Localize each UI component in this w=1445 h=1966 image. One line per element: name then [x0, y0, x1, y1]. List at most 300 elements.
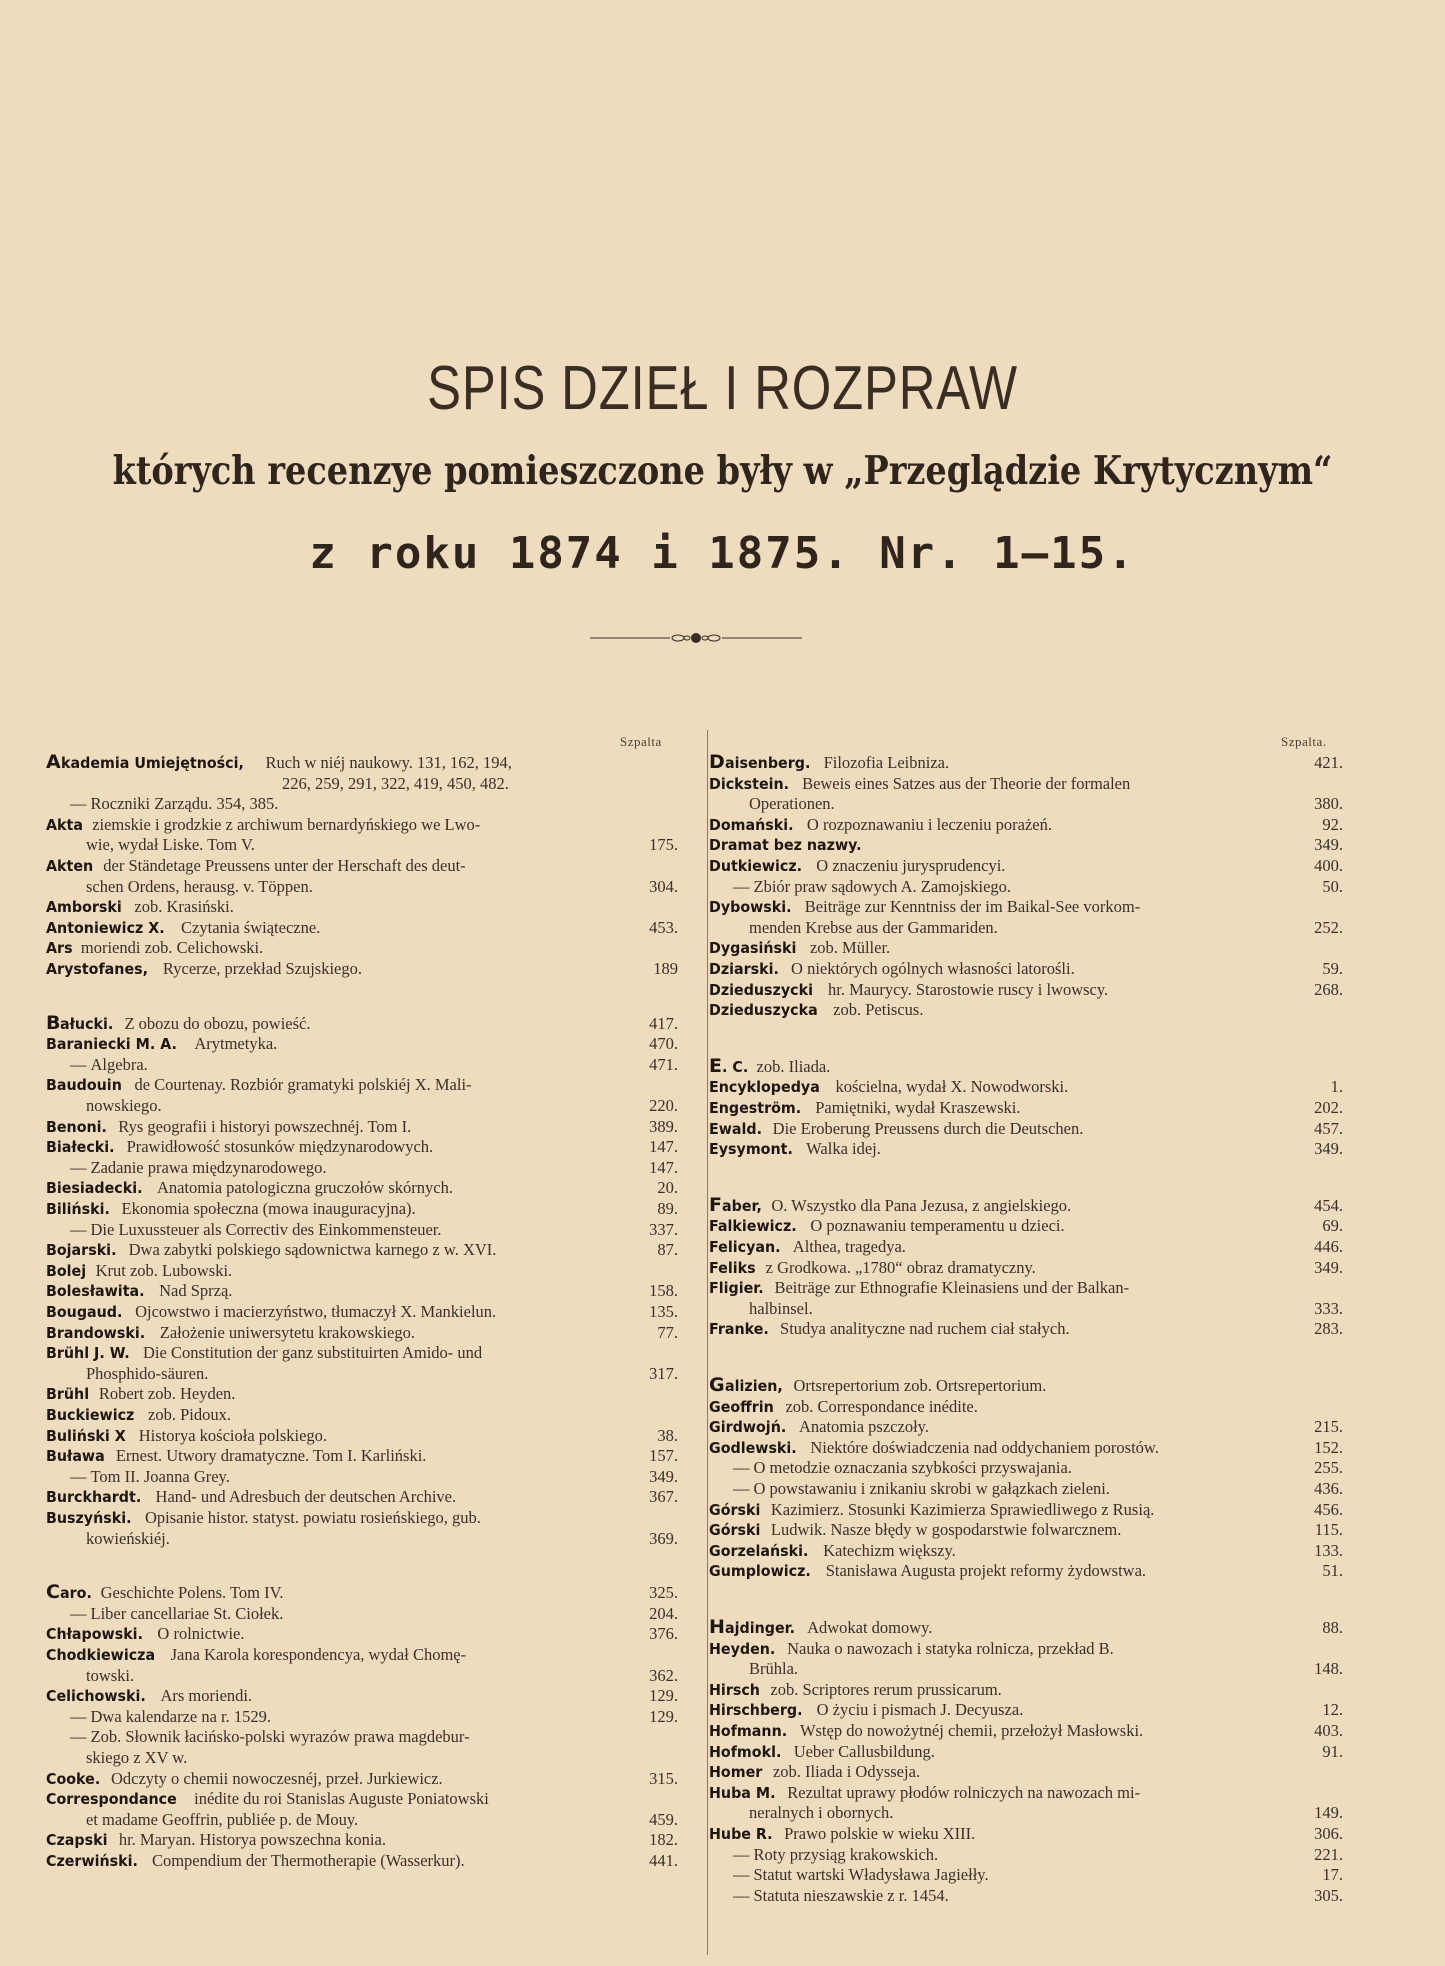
entry-description: ziemskie i grodzkie z archiwum bernardyńskiego we Lwo-: [92, 814, 481, 834]
entry-author: Huba M.: [709, 1783, 776, 1802]
entry-description: Pamiętniki, wydał Kraszewski.: [815, 1098, 1021, 1117]
column-number: 88.: [1322, 1618, 1343, 1637]
ditto-dash: —: [70, 1219, 87, 1239]
index-entry: [709, 1138, 881, 1160]
index-row: [46, 1322, 686, 1343]
column-number: 306.: [1314, 1824, 1343, 1843]
entry-author: Brühl J. W.: [46, 1344, 130, 1363]
entry-description: Jana Karola korespondencya, wydał Chomę-: [170, 1645, 467, 1664]
index-entry: [709, 855, 1005, 877]
index-row: [46, 1665, 686, 1686]
column-number: 158.: [649, 1281, 678, 1301]
entry-description: Tom II. Joanna Grey.: [90, 1466, 230, 1486]
entry-description: zob. Müller.: [809, 938, 891, 958]
column-number: 91.: [1322, 1741, 1343, 1761]
column-number: 77.: [657, 1322, 678, 1342]
ditto-dash: —: [733, 1844, 750, 1864]
index-row: [709, 1298, 1349, 1319]
column-number: 215.: [1314, 1417, 1343, 1437]
ditto-dash: —: [733, 1885, 750, 1905]
index-entry: [709, 896, 1140, 918]
entry-continuation: 226, 259, 291, 322, 419, 450, 482.: [282, 773, 509, 793]
entry-author: Felicyan.: [709, 1238, 781, 1256]
entry-author: Buława: [46, 1447, 105, 1466]
index-row: [709, 1195, 1349, 1216]
entry-author: Akta: [46, 815, 83, 834]
entry-description: Althea, tragedya.: [792, 1237, 906, 1256]
index-entry: [709, 979, 1108, 1001]
entry-author: Baudouin: [46, 1076, 122, 1095]
index-row: [46, 1706, 686, 1727]
entry-description: Rezultat uprawy płodów rolniczych na nawozach mi-: [787, 1782, 1141, 1802]
index-entry: [46, 1322, 415, 1344]
entry-continuation: wie, wydał Liske. Tom V.: [86, 835, 255, 855]
entry-description: O rolnictwie.: [157, 1624, 245, 1644]
column-number: 175.: [649, 835, 678, 855]
index-entry: [46, 1054, 148, 1075]
entry-author: Ewald.: [709, 1119, 763, 1138]
column-number: 12.: [1322, 1700, 1343, 1720]
entry-author: Dickstein.: [709, 774, 790, 793]
left-column-label: Szpalta: [620, 734, 662, 749]
index-row: [46, 1747, 686, 1768]
column-number: 87.: [657, 1240, 678, 1260]
index-row: [46, 1013, 686, 1034]
entry-author: Bolej: [46, 1261, 87, 1280]
entry-description: Wstęp do nowożytnéj chemii, przełożył Masłowski.: [799, 1721, 1144, 1740]
column-number: 152.: [1314, 1437, 1343, 1457]
index-row: [46, 1507, 686, 1528]
index-row: [46, 855, 686, 876]
column-number: 69.: [1322, 1216, 1343, 1236]
column-number: 333.: [1314, 1298, 1343, 1318]
initial-letter: G: [709, 1374, 725, 1396]
entry-author: aro.: [59, 1584, 92, 1603]
index-row: [46, 1383, 686, 1404]
ditto-dash: —: [70, 1157, 87, 1177]
index-row: [709, 1679, 1349, 1700]
column-number: 92.: [1322, 814, 1343, 834]
index-row: [709, 876, 1349, 897]
entry-description: Ojcowstwo i macierzyństwo, tłumaczył X. Mankielun.: [135, 1302, 497, 1321]
entry-description: Robert zob. Heyden.: [98, 1384, 236, 1404]
column-number: 456.: [1314, 1499, 1343, 1519]
column-number: 454.: [1314, 1195, 1343, 1215]
index-entry: [46, 896, 234, 918]
index-entry: [46, 1507, 481, 1529]
entry-author: Czerwiński.: [46, 1852, 138, 1870]
entry-author: Baraniecki M. A.: [46, 1035, 177, 1054]
index-row: [709, 1437, 1349, 1458]
column-number: 417.: [649, 1013, 678, 1033]
index-entry: [46, 1404, 231, 1426]
index-row: [46, 1157, 686, 1178]
index-row: [46, 1198, 686, 1219]
ditto-dash: —: [733, 1479, 750, 1498]
index-row: [46, 814, 686, 835]
column-number: 362.: [649, 1665, 678, 1685]
entry-description: Historya kościoła polskiego.: [138, 1425, 328, 1445]
index-entry: [709, 1097, 1021, 1119]
entry-author: Chodkiewicza: [46, 1646, 156, 1664]
initial-letter: H: [709, 1616, 725, 1638]
index-row: [46, 1685, 686, 1706]
index-row: [46, 1445, 686, 1466]
column-number: 147.: [649, 1137, 678, 1157]
entry-author: Encyklopedya: [709, 1078, 820, 1097]
entry-author: Bougaud.: [46, 1303, 123, 1321]
column-number: 400.: [1314, 856, 1343, 875]
entry-description: de Courtenay. Rozbiór gramatyki polskiéj X. Mali-: [134, 1075, 472, 1095]
entry-description: Algebra.: [90, 1054, 148, 1074]
column-number: 441.: [649, 1851, 678, 1870]
column-number: 17.: [1322, 1865, 1343, 1885]
index-row: [46, 752, 686, 773]
entry-author: Franke.: [709, 1320, 769, 1339]
index-entry: [709, 999, 923, 1021]
index-row: [709, 1638, 1349, 1659]
column-number: 325.: [649, 1583, 678, 1603]
entry-author: Heyden.: [709, 1639, 776, 1658]
index-row: [46, 937, 686, 958]
index-row: [46, 1528, 686, 1549]
index-row: [709, 1375, 1349, 1396]
index-entry: [46, 1466, 230, 1487]
index-entry: [46, 1219, 442, 1240]
entry-author: Fligier.: [709, 1279, 764, 1298]
entry-author: Biliński.: [46, 1200, 110, 1218]
index-row: [709, 1118, 1349, 1139]
entry-description: Zob. Słownik łacińsko-polski wyrazów prawa magdebur-: [90, 1727, 470, 1747]
entry-author: Girdwojń.: [709, 1418, 787, 1437]
entry-author: Dzieduszycki: [709, 980, 813, 999]
entry-continuation: schen Ordens, herausg. v. Töppen.: [86, 876, 313, 896]
index-entry: [709, 1519, 1121, 1541]
index-entry: [709, 937, 890, 959]
index-entry: [46, 1644, 466, 1666]
column-number: 252.: [1314, 917, 1343, 937]
entry-author: Hirschberg.: [709, 1701, 803, 1720]
index-entry: [709, 1864, 989, 1885]
entry-description: zob. Krasiński.: [134, 897, 234, 917]
entry-author: Akten: [46, 857, 94, 875]
index-entry: [46, 1829, 386, 1851]
entry-author: Geoffrin: [709, 1397, 774, 1416]
entry-description: O metodzie oznaczania szybkości przyswajania.: [753, 1458, 1072, 1478]
column-number: 133.: [1314, 1540, 1343, 1560]
entry-description: Hand- und Adresbuch der deutschen Archive.: [155, 1487, 457, 1507]
page-title: SPIS DZIEŁ I ROZPRAW: [427, 354, 1018, 423]
index-entry: [709, 1638, 1114, 1660]
index-entry: [709, 1885, 949, 1906]
ditto-dash: —: [70, 1603, 87, 1623]
entry-author: aber,: [721, 1196, 762, 1215]
index-row: [46, 876, 686, 897]
index-row: [46, 773, 686, 794]
index-entry: [46, 1726, 470, 1747]
index-row: [709, 1056, 1349, 1077]
entry-description: Roty przysiąg krakowskich.: [753, 1844, 939, 1864]
entry-description: Nad Sprzą.: [159, 1281, 233, 1301]
index-entry: [709, 1499, 1154, 1521]
index-entry: [709, 1844, 938, 1865]
index-row: [46, 1033, 686, 1054]
index-row: [709, 1236, 1349, 1257]
column-number: 403.: [1314, 1721, 1343, 1740]
index-entry: [709, 1823, 975, 1845]
entry-author: Dramat bez nazwy.: [709, 836, 862, 855]
initial-letter: B: [46, 1011, 61, 1034]
index-row: [709, 1396, 1349, 1417]
entry-description: Rycerze, przekład Szujskiego.: [162, 959, 363, 978]
index-entry: [46, 752, 512, 774]
index-row: [709, 1761, 1349, 1782]
entry-description: Statut wartski Władysława Jagiełły.: [753, 1865, 989, 1885]
index-row: [709, 1823, 1349, 1844]
column-number: 89.: [657, 1199, 678, 1218]
index-entry: [709, 1782, 1140, 1804]
index-row: [709, 1097, 1349, 1118]
ditto-dash: —: [733, 1865, 750, 1885]
index-row: [46, 896, 686, 917]
entry-description: Prawidłowość stosunków międzynarodowych.: [126, 1137, 434, 1157]
entry-description: inédite du roi Stanislas Auguste Poniatowski: [194, 1789, 489, 1809]
index-row: [46, 1301, 686, 1322]
index-row: [46, 1850, 686, 1871]
index-row: [709, 1215, 1349, 1236]
index-row: [46, 1219, 686, 1240]
entry-description: Compendium der Thermotherapie (Wasserkur).: [151, 1851, 465, 1870]
index-entry: [709, 1560, 1146, 1582]
initial-letter: E: [709, 1054, 722, 1077]
index-entry: [46, 1603, 283, 1624]
entry-description: Walka idej.: [806, 1139, 881, 1159]
index-entry: [709, 1720, 1143, 1742]
entry-description: Stanisława Augusta projekt reformy żydowstwa.: [825, 1561, 1147, 1581]
entry-continuation: halbinsel.: [749, 1298, 813, 1318]
entry-description: Ludwik. Nasze błędy w gospodarstwie folwarcznem.: [770, 1520, 1122, 1540]
index-entry: [709, 1318, 1070, 1340]
column-number: 202.: [1314, 1098, 1343, 1117]
entry-author: Hofmann.: [709, 1722, 788, 1740]
entry-description: Studya analityczne nad ruchem ciał stałych.: [780, 1319, 1070, 1339]
index-row: [46, 1829, 686, 1850]
index-row: [46, 1136, 686, 1157]
index-row: [709, 1560, 1349, 1581]
initial-letter: D: [709, 751, 725, 773]
initial-letter: F: [709, 1193, 722, 1216]
column-number: 453.: [649, 917, 678, 937]
column-number: 471.: [649, 1054, 678, 1074]
entry-author: ajdinger.: [724, 1619, 795, 1637]
index-row: [46, 1342, 686, 1363]
index-row: [709, 1277, 1349, 1298]
index-row: [709, 1864, 1349, 1885]
column-number: 337.: [649, 1219, 678, 1239]
entry-author: Antoniewicz X.: [46, 918, 165, 937]
column-number: 189: [653, 959, 678, 978]
column-number: 148.: [1314, 1659, 1343, 1679]
entry-author: Bojarski.: [46, 1241, 117, 1260]
index-entry: [709, 1195, 1071, 1217]
entry-description: Dwa kalendarze na r. 1529.: [90, 1706, 272, 1726]
page-years: z roku 1874 i 1875. Nr. 1—15.: [309, 528, 1136, 579]
entry-description: Die Luxussteuer als Correctiv des Einkommensteuer.: [90, 1219, 442, 1239]
index-entry: [709, 773, 1130, 795]
index-row: [709, 917, 1349, 938]
index-entry: [709, 1478, 1110, 1499]
entry-description: O niektórych ogólnych własności latorośli.: [791, 959, 1075, 978]
entry-continuation: Phosphido-säuren.: [86, 1363, 209, 1383]
index-row: [46, 1177, 686, 1198]
index-row: [709, 1416, 1349, 1437]
entry-continuation: skiego z XV w.: [86, 1748, 188, 1767]
column-number: 369.: [649, 1528, 678, 1548]
index-row: [709, 773, 1349, 794]
index-entry: [46, 1685, 252, 1707]
entry-description: O. Wszystko dla Pana Jezusa, z angielskiego.: [771, 1195, 1072, 1215]
column-number: 349.: [1314, 1139, 1343, 1159]
entry-author: Feliks: [709, 1258, 756, 1277]
entry-author: Gumplowicz.: [709, 1562, 811, 1581]
column-number: 376.: [649, 1624, 678, 1644]
index-row: [709, 752, 1349, 773]
column-number: 268.: [1314, 979, 1343, 999]
entry-author: Homer: [709, 1763, 763, 1782]
entry-description: Czytania świąteczne.: [181, 917, 321, 937]
ditto-dash: —: [70, 1706, 87, 1726]
column-number: 304.: [649, 876, 678, 896]
index-row: [46, 1074, 686, 1095]
entry-author: Górski: [709, 1500, 761, 1519]
entry-description: Die Eroberung Preussens durch die Deutschen.: [772, 1118, 1084, 1138]
entry-description: Zbiór praw sądowych A. Zamojskiego.: [753, 876, 1012, 896]
index-row: [46, 1644, 686, 1665]
entry-description: Die Constitution der ganz substituirten Amido- und: [143, 1343, 483, 1363]
entry-continuation: towski.: [86, 1665, 135, 1685]
index-row: [709, 1519, 1349, 1540]
column-number: 59.: [1322, 959, 1343, 978]
entry-description: zob. Scriptores rerum prussicarum.: [770, 1679, 1002, 1699]
entry-description: Ernest. Utwory dramatyczne. Tom I. Karliński.: [115, 1446, 427, 1466]
page-subtitle: których recenzye pomieszczone były w „Przeglądzie Krytycznym“: [112, 448, 1333, 494]
entry-description: Ekonomia społeczna (mowa inauguracyjna).: [121, 1199, 416, 1218]
index-row: [709, 1076, 1349, 1097]
index-entry: [709, 1076, 1068, 1098]
column-number: 50.: [1322, 876, 1343, 896]
entry-author: Brandowski.: [46, 1323, 146, 1342]
entry-author: Bolesławita.: [46, 1282, 145, 1301]
index-entry: [46, 1486, 456, 1508]
entry-continuation: menden Krebse aus der Gammariden.: [749, 917, 998, 937]
column-number: 459.: [649, 1809, 678, 1829]
index-row: [709, 999, 1349, 1020]
column-number: 147.: [649, 1157, 678, 1177]
entry-description: Katechizm większy.: [823, 1540, 956, 1560]
index-entry: [46, 855, 466, 877]
index-row: [46, 1239, 686, 1260]
index-row: [709, 1720, 1349, 1741]
column-number: 38.: [657, 1425, 678, 1445]
ditto-dash: —: [70, 1727, 87, 1747]
index-row: [46, 1054, 686, 1075]
initial-letter: A: [46, 751, 61, 773]
index-row: [46, 1095, 686, 1116]
column-number: 149.: [1314, 1803, 1343, 1823]
entry-description: Ueber Callusbildung.: [793, 1741, 935, 1761]
column-number: 129.: [649, 1686, 678, 1706]
index-entry: [46, 1033, 277, 1055]
entry-continuation: et madame Geoffrin, publiée p. de Mouy.: [86, 1809, 359, 1829]
entry-author: Benoni.: [46, 1117, 107, 1136]
index-row: [709, 896, 1349, 917]
index-entry: [46, 1445, 426, 1467]
index-row: [709, 814, 1349, 835]
entry-description: z Grodkowa. „1780“ obraz dramatyczny.: [765, 1257, 1036, 1277]
index-entry: [46, 958, 362, 980]
index-row: [709, 1844, 1349, 1865]
entry-author: Arystofanes,: [46, 960, 149, 978]
entry-author: Amborski: [46, 898, 122, 917]
entry-description: Beiträge zur Ethnografie Kleinasiens und der Balkan-: [774, 1278, 1130, 1298]
index-row: [709, 1318, 1349, 1339]
entry-description: hr. Maurycy. Starostowie ruscy i lwowscy.: [828, 979, 1109, 999]
entry-description: Filozofia Leibniza.: [823, 753, 950, 772]
index-entry: [709, 1699, 1023, 1721]
index-row: [46, 1788, 686, 1809]
column-number: 446.: [1314, 1237, 1343, 1256]
index-row: [46, 1623, 686, 1644]
entry-description: Prawo polskie w wieku XIII.: [784, 1824, 976, 1843]
index-entry: [709, 1741, 935, 1763]
index-row: [709, 1885, 1349, 1906]
index-entry: [709, 1617, 932, 1639]
entry-description: Liber cancellariae St. Ciołek.: [90, 1603, 284, 1623]
entry-description: zob. Pidoux.: [148, 1405, 231, 1424]
column-number: 20.: [657, 1178, 678, 1198]
entry-description: hr. Maryan. Historya powszechna konia.: [118, 1830, 386, 1850]
index-entry: [709, 1540, 956, 1562]
column-number: 389.: [649, 1116, 678, 1136]
index-row: [709, 1741, 1349, 1762]
index-row: [709, 1138, 1349, 1159]
entry-description: Roczniki Zarządu. 354, 385.: [90, 794, 279, 814]
entry-description: Anatomia pszczoły.: [798, 1417, 929, 1437]
column-number: 315.: [649, 1768, 678, 1788]
index-row: [709, 1478, 1349, 1499]
entry-author: Chłapowski.: [46, 1625, 143, 1644]
ditto-dash: —: [70, 1054, 87, 1074]
index-entry: [46, 1342, 482, 1364]
index-entry: [709, 1277, 1129, 1299]
index-entry: [709, 834, 875, 856]
entry-description: Odczyty o chemii nowoczesnéj, przeł. Jurkiewicz.: [110, 1768, 443, 1788]
entry-description: Z obozu do obozu, powieść.: [124, 1013, 311, 1033]
index-row: [709, 855, 1349, 876]
index-entry: [709, 958, 1075, 980]
entry-continuation: kowieńskiéj.: [86, 1528, 170, 1548]
index-entry: [46, 1116, 411, 1138]
index-row: [709, 1658, 1349, 1679]
entry-author: Dygasiński: [709, 939, 797, 958]
entry-description: Ortsrepertorium zob. Ortsrepertorium.: [793, 1376, 1047, 1395]
entry-author: Hofmokl.: [709, 1742, 782, 1761]
entry-author: ałucki.: [60, 1014, 114, 1033]
index-entry: [709, 1236, 906, 1258]
entry-author: Gorzelański.: [709, 1541, 809, 1560]
index-row: [709, 937, 1349, 958]
index-entry: [46, 1013, 310, 1035]
